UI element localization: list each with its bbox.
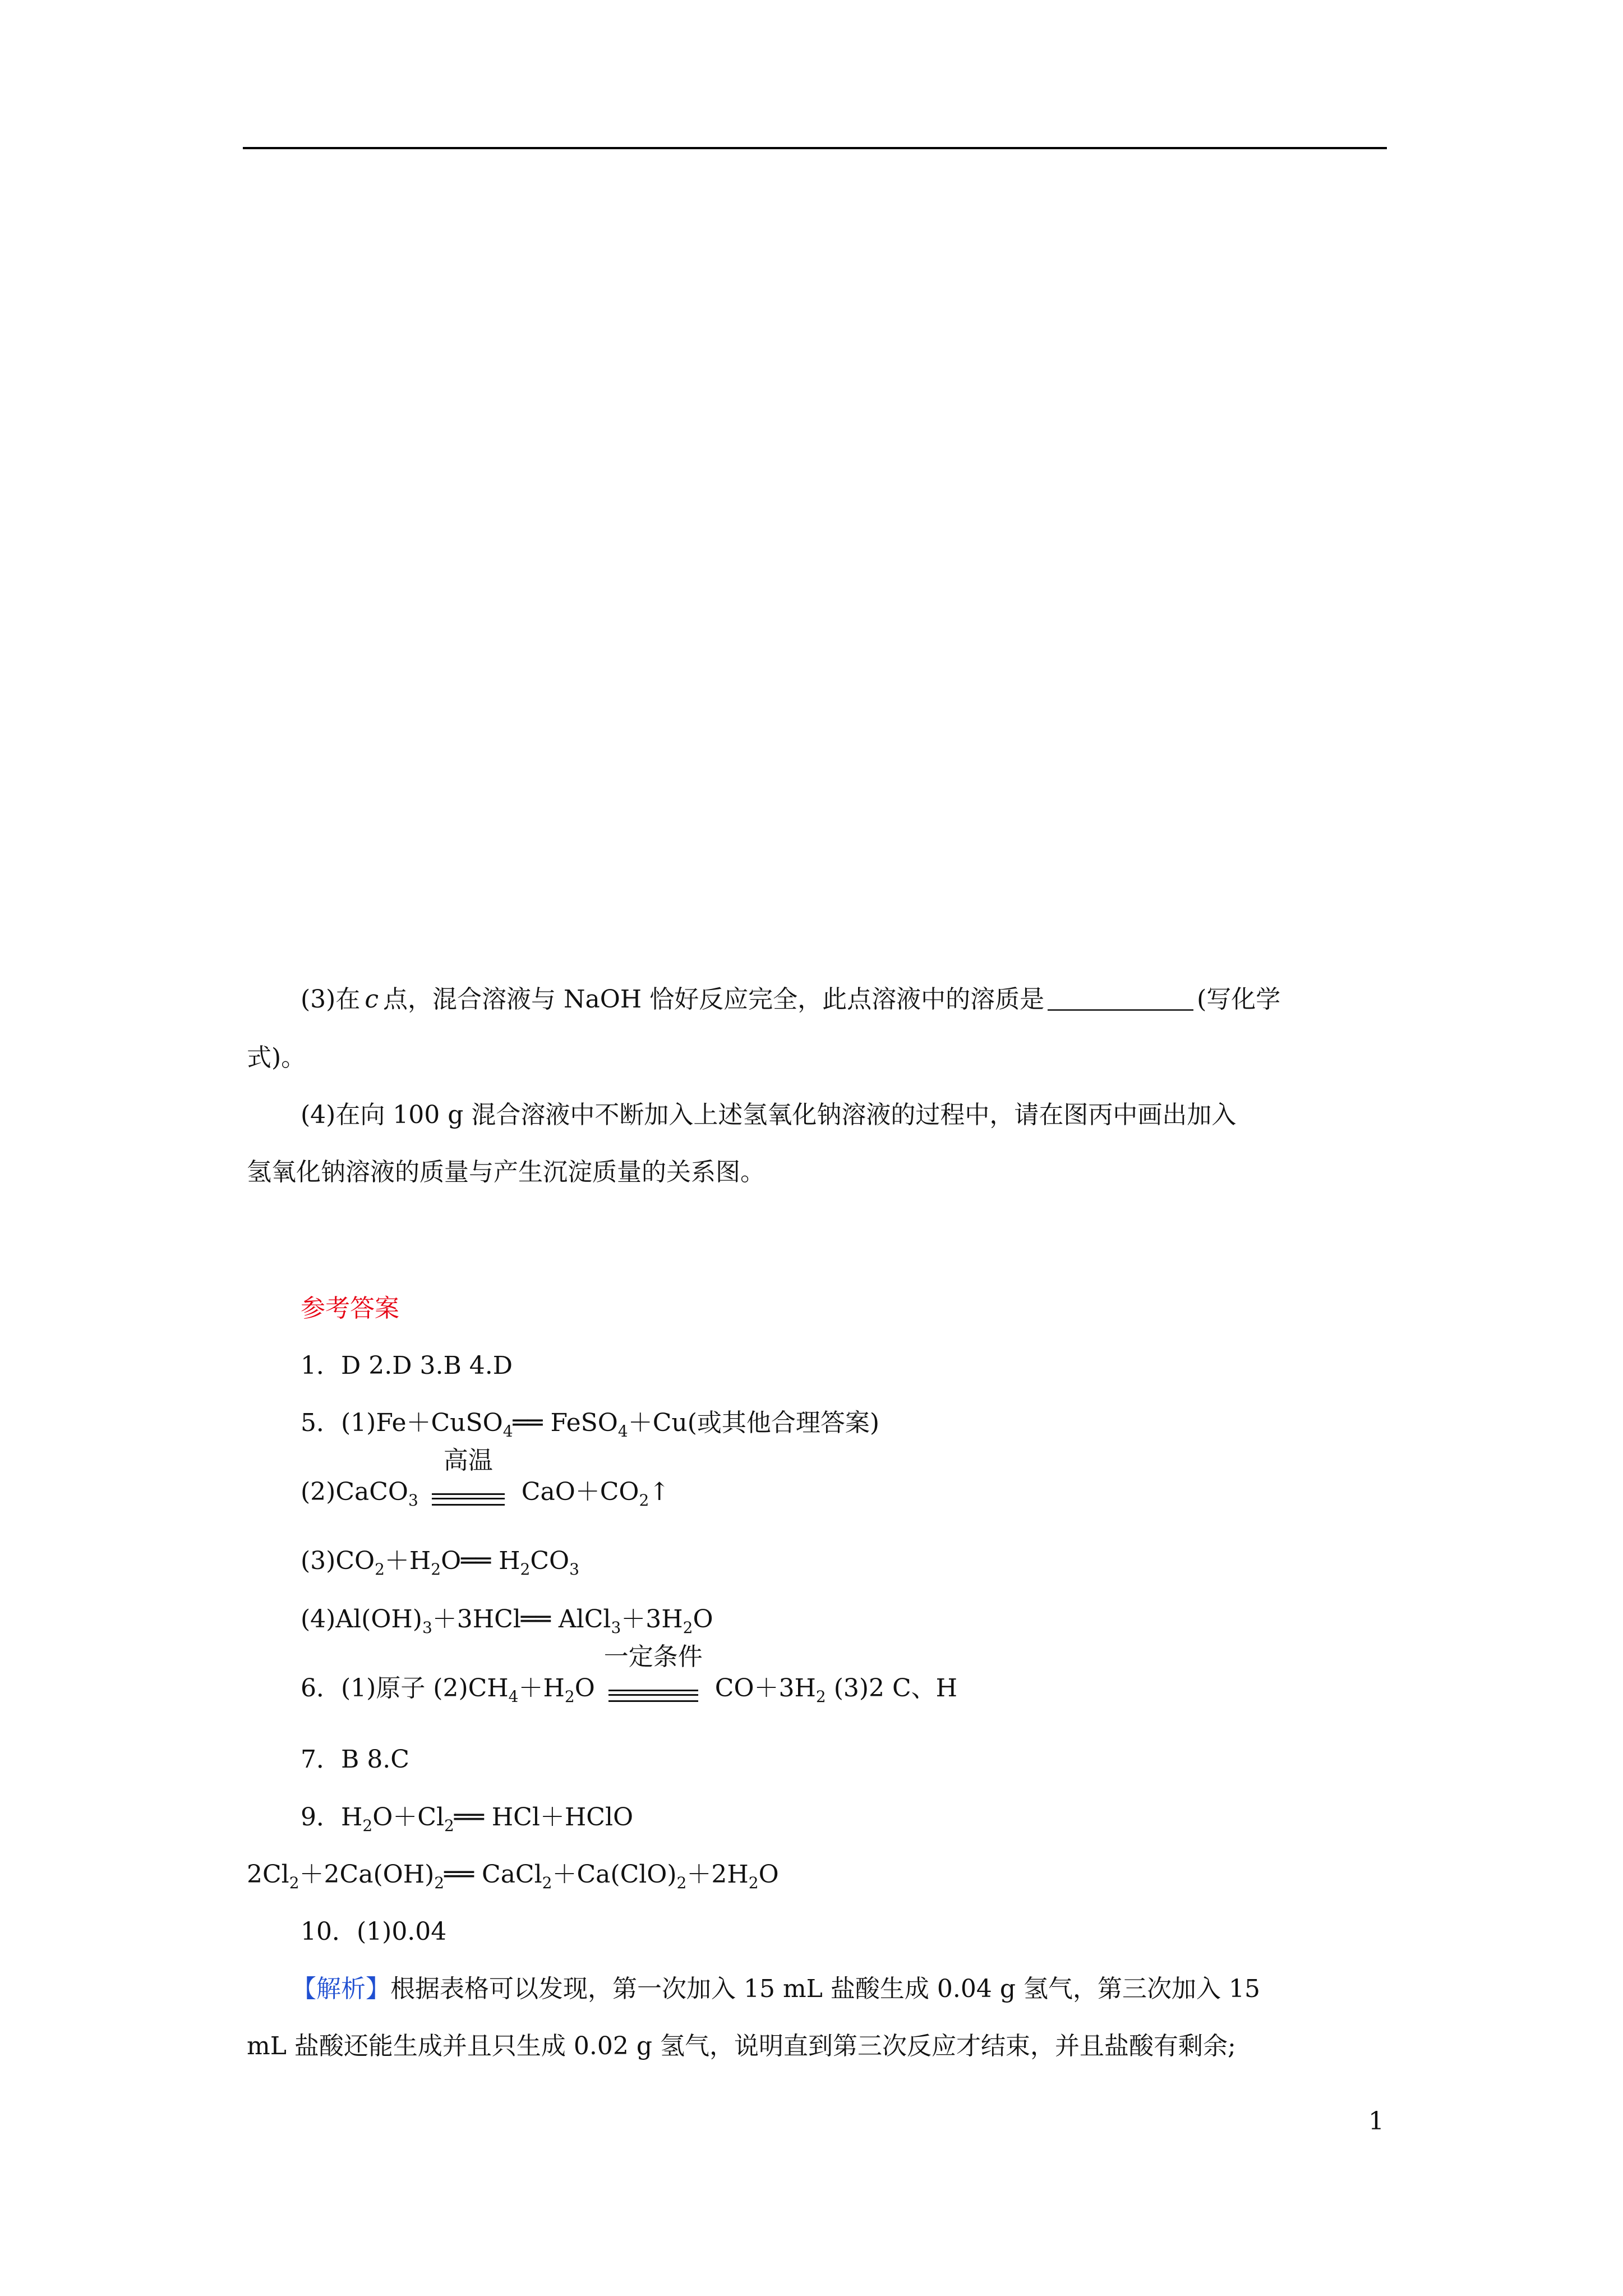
answer-6: 6．(1)原子 $(2)CH_4+H_2O$ 一定条件 $CO+3H_2$ (3)2 C、H bbox=[301, 1642, 958, 1706]
question-4-line-2: 氢氧化钠溶液的质量与产生沉淀质量的关系图。 bbox=[247, 1158, 765, 1186]
answer-7-8: 7．B 8.C bbox=[301, 1745, 409, 1774]
answer-1-4: 1．D 2.D 3.B 4.D bbox=[301, 1351, 513, 1380]
q3-text-b: 点，混合溶液与 NaOH 恰好反应完全，此点溶液中的溶质是 bbox=[382, 985, 1045, 1014]
answer-5-1: 5．(1)Fe＋CuSO$_4$══ FeSO$_4$＋Cu(或其他合理答案) bbox=[301, 1409, 880, 1441]
answer-5-4: $(4)Al(OH)_3+3HCl══$ $AlCl_3+3H_2O$ bbox=[301, 1605, 713, 1637]
analysis-tag: 【解析】 bbox=[292, 1975, 390, 2003]
answers-heading: 参考答案 bbox=[301, 1294, 399, 1323]
q3-text-a: (3)在 bbox=[301, 985, 361, 1014]
question-4-line-1: (4)在向 100 g 混合溶液中不断加入上述氢氧化钠溶液的过程中，请在图丙中画出加入 bbox=[301, 1101, 1237, 1129]
analysis-line-2: mL 盐酸还能生成并且只生成 0.02 g 氢气，说明直到第三次反应才结束，并且盐酸有剩余; bbox=[247, 2032, 1236, 2060]
reaction-condition-arrow: 一定条件 bbox=[597, 1672, 709, 1705]
answer-blank[interactable] bbox=[1048, 986, 1193, 1011]
reaction-condition-arrow: 高温 bbox=[421, 1475, 516, 1509]
q3-var: c bbox=[365, 985, 379, 1014]
answer-5-2: (2)CaCO$_3$ 高温 $CaO+CO_2↑$ bbox=[301, 1446, 670, 1510]
header-rule bbox=[243, 147, 1387, 149]
answer-9-2: $2Cl_2+2Ca(OH)_2══$ $CaCl_2+Ca(ClO)_2+2H_2O$ bbox=[247, 1860, 779, 1892]
question-3-line-1 bbox=[301, 983, 1280, 1016]
answer-10-1: 10．(1)0.04 bbox=[301, 1917, 447, 1946]
answer-5-3: $(3)CO_2+H_2O══$ $H_2CO_3$ bbox=[301, 1547, 579, 1579]
q3-text-c: (写化学 bbox=[1197, 985, 1281, 1014]
answer-9-1: 9．$H_2O+Cl_2══$ HCl＋HClO bbox=[301, 1803, 634, 1835]
question-3-line-2: 式)。 bbox=[247, 1043, 306, 1072]
analysis-line-1: 【解析】根据表格可以发现，第一次加入 15 mL 盐酸生成 0.04 g 氢气，第三次加入 15 bbox=[292, 1975, 1260, 2003]
page-number: 1 bbox=[1368, 2107, 1384, 2136]
